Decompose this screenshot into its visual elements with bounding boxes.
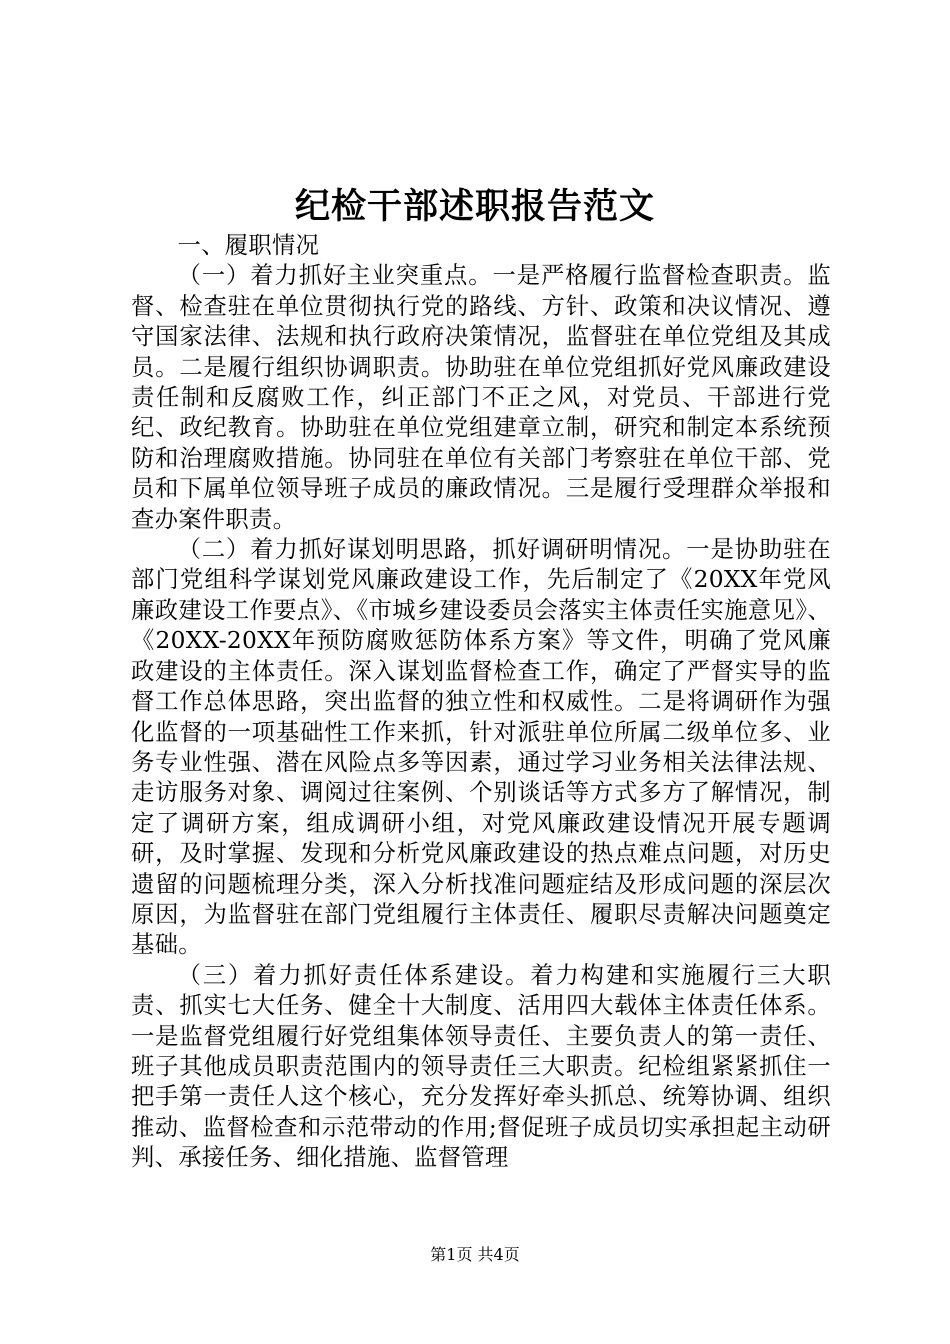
page-number-footer: 第1页 共4页 <box>430 1245 520 1264</box>
document-title: 纪检干部述职报告范文 <box>294 187 655 227</box>
body-paragraph: （三）着力抓好责任体系建设。着力构建和实施履行三大职责、抓实七大任务、健全十大制度、活用四大载体主体责任体系。一是监督党组履行好党组集体领导责任、主要负责人的第一责任、班子其他成员职责范围内的领导责任三大职责。纪检组紧紧抓住一把手第一责任人这个核心，充分发挥好牵头抓总、统筹协调、组织推动、监督检查和示范带动的作用;督促班子成员切实承担起主动研判、承接任务、细化措施、监督管理 <box>131 961 831 1172</box>
document-body <box>131 231 831 1174</box>
section-heading: 一、履职情况 <box>177 232 320 259</box>
body-paragraph: （二）着力抓好谋划明思路，抓好调研明情况。一是协助驻在部门党组科学谋划党风廉政建设工作，先后制定了《20XX年党风廉政建设工作要点》、《市城乡建设委员会落实主体责任实施意见》、《20XX-20XX年预防腐败惩防体系方案》等文件，明确了党风廉政建设的主体责任。深入谋划监督检查工作，确定了严督实导的监督工作总体思路，突出监督的独立性和权威性。二是将调研作为强化监督的一项基础性工作来抓，针对派驻单位所属二级单位多、业务专业性强、潜在风险点多等因素，通过学习业务相关法律法规、走访服务对象、调阅过往案例、个别谈话等方式多方了解情况，制定了调研方案，组成调研小组，对党风廉政建设情况开展专题调研，及时掌握、发现和分析党风廉政建设的热点难点问题，对历史遗留的问题梳理分类，深入分析找准问题症结及形成问题的深层次原因，为监督驻在部门党组履行主体责任、履职尽责解决问题奠定基础。 <box>131 536 831 959</box>
body-paragraph: （一）着力抓好主业突重点。一是严格履行监督检查职责。监督、检查驻在单位贯彻执行党的路线、方针、政策和决议情况、遵守国家法律、法规和执行政府决策情况，监督驻在单位党组及其成员。二是履行组织协调职责。协助驻在单位党组抓好党风廉政建设责任制和反腐败工作，纠正部门不正之风，对党员、干部进行党纪、政纪教育。协助驻在单位党组建章立制，研究和制定本系统预防和治理腐败措施。协同驻在单位有关部门考察驻在单位干部、党员和下属单位领导班子成员的廉政情况。三是履行受理群众举报和查办案件职责。 <box>131 262 831 533</box>
